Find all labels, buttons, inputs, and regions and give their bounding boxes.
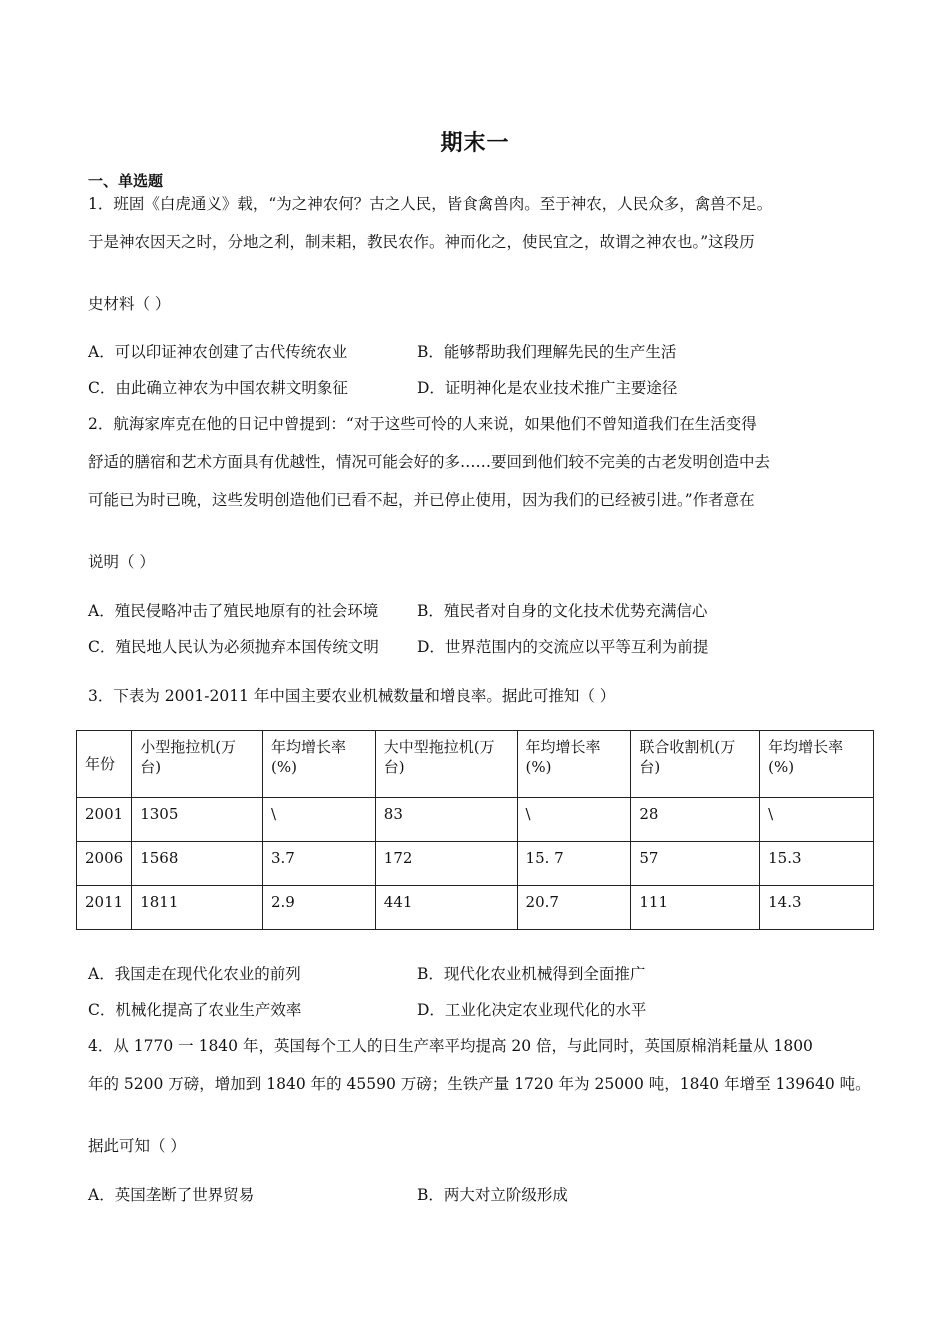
table-cell: 1305 xyxy=(132,798,263,842)
table-cell: 20.7 xyxy=(517,886,631,930)
page-title: 期末一 xyxy=(440,131,510,156)
table-cell: 2001 xyxy=(77,798,132,842)
table-row xyxy=(77,798,874,842)
table-cell: 1568 xyxy=(132,842,263,886)
q1-option-b[interactable]: B．能够帮助我们理解先民的生产生活 xyxy=(417,343,677,361)
machinery-table xyxy=(76,730,874,930)
table-header-cell: 大中型拖拉机(万台) xyxy=(375,731,517,798)
q4-stem-line3: 据此可知（ ） xyxy=(88,1137,186,1155)
table-cell: 172 xyxy=(375,842,517,886)
table-cell: 3.7 xyxy=(262,842,375,886)
q2-option-d[interactable]: D．世界范围内的交流应以平等互利为前提 xyxy=(417,638,709,656)
q1-option-c[interactable]: C．由此确立神农为中国农耕文明象征 xyxy=(88,379,348,397)
q1-option-a[interactable]: A．可以印证神农创建了古代传统农业 xyxy=(88,343,348,361)
q4-option-a[interactable]: A．英国垄断了世界贸易 xyxy=(88,1186,255,1204)
table-cell: 15. 7 xyxy=(517,842,631,886)
q1-stem-line2: 于是神农因天之时，分地之利，制耒耜，教民农作。神而化之，使民宜之，故谓之神农也。”这段历 xyxy=(88,233,755,251)
q4-stem-line2: 年的 5200 万磅，增加到 1840 年的 45590 万磅；生铁产量 1720 年为 25000 吨，1840 年增至 139640 吨。 xyxy=(88,1075,871,1093)
q2-stem-line4: 说明（ ） xyxy=(88,553,155,571)
table-cell: \ xyxy=(262,798,375,842)
table-cell: \ xyxy=(760,798,874,842)
q2-stem-line2: 舒适的膳宿和艺术方面具有优越性，情况可能会好的多……要回到他们较不完美的古老发明创造中去 xyxy=(88,453,771,471)
table-cell: 83 xyxy=(375,798,517,842)
table-header-cell: 联合收割机(万台) xyxy=(631,731,760,798)
q1-stem-line3: 史材料（ ） xyxy=(88,295,171,313)
table-header-row xyxy=(77,731,874,798)
table-header-cell: 年均增长率(%) xyxy=(517,731,631,798)
table-header-cell: 年均增长率(%) xyxy=(760,731,874,798)
q4-stem-line1: 4．从 1770 一 1840 年，英国每个工人的日生产率平均提高 20 倍，与此同时，英国原棉消耗量从 1800 xyxy=(88,1037,813,1055)
q3-option-b[interactable]: B．现代化农业机械得到全面推广 xyxy=(417,965,646,983)
table-cell: 2.9 xyxy=(262,886,375,930)
table-header-cell: 年份 xyxy=(77,731,132,798)
table-cell: 57 xyxy=(631,842,760,886)
table-cell: 1811 xyxy=(132,886,263,930)
table-row xyxy=(77,886,874,930)
q3-option-c[interactable]: C．机械化提高了农业生产效率 xyxy=(88,1001,302,1019)
table-cell: 14.3 xyxy=(760,886,874,930)
q1-stem-line1: 1．班固《白虎通义》载，“为之神农何？古之人民，皆食禽兽肉。至于神农，人民众多，禽兽不足。 xyxy=(88,195,773,213)
table-row xyxy=(77,842,874,886)
q3-option-a[interactable]: A．我国走在现代化农业的前列 xyxy=(88,965,301,983)
q2-stem-line1: 2．航海家库克在他的日记中曾提到：“对于这些可怜的人来说，如果他们不曾知道我们在生活变得 xyxy=(88,415,757,433)
table-cell: 15.3 xyxy=(760,842,874,886)
table-header-cell: 小型拖拉机(万台) xyxy=(132,731,263,798)
q2-option-a[interactable]: A．殖民侵略冲击了殖民地原有的社会环境 xyxy=(88,602,379,620)
q4-option-b[interactable]: B．两大对立阶级形成 xyxy=(417,1186,568,1204)
table-cell: 28 xyxy=(631,798,760,842)
q2-stem-line3: 可能已为时已晚，这些发明创造他们已看不起，并已停止使用，因为我们的已经被引进。”作者意在 xyxy=(88,491,755,509)
table-cell: 2006 xyxy=(77,842,132,886)
q2-option-b[interactable]: B．殖民者对自身的文化技术优势充满信心 xyxy=(417,602,708,620)
table-cell: 441 xyxy=(375,886,517,930)
section-heading: 一、单选题 xyxy=(88,172,164,190)
table-cell: 111 xyxy=(631,886,760,930)
table-header-cell: 年均增长率(%) xyxy=(262,731,375,798)
table-cell: \ xyxy=(517,798,631,842)
q3-option-d[interactable]: D．工业化决定农业现代化的水平 xyxy=(417,1001,647,1019)
q1-option-d[interactable]: D．证明神化是农业技术推广主要途径 xyxy=(417,379,678,397)
q2-option-c[interactable]: C．殖民地人民认为必须抛弃本国传统文明 xyxy=(88,638,379,656)
q3-stem-line1: 3．下表为 2001-2011 年中国主要农业机械数量和增良率。据此可推知（ ） xyxy=(88,687,616,705)
table-cell: 2011 xyxy=(77,886,132,930)
